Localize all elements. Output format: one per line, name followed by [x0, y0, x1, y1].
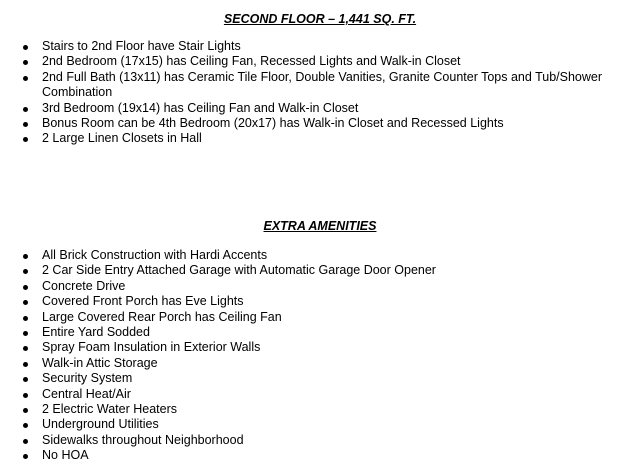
list-item — [0, 310, 622, 325]
bullet-icon — [23, 362, 28, 367]
list-item — [0, 294, 622, 309]
list-item-text: Concrete Drive — [42, 278, 126, 293]
section-heading-extra-amenities: EXTRA AMENITIES — [263, 219, 377, 233]
list-item-text: Walk-in Attic Storage — [42, 355, 158, 370]
list-item — [0, 101, 622, 116]
list-item — [0, 417, 622, 432]
list-item — [0, 248, 622, 263]
list-item-text: Stairs to 2nd Floor have Stair Lights — [42, 39, 241, 53]
list-item — [0, 116, 622, 131]
list-item — [0, 340, 622, 355]
list-item — [0, 131, 622, 146]
list-item-text: Spray Foam Insulation in Exterior Walls — [42, 340, 261, 355]
list-item — [0, 263, 622, 278]
list-item — [0, 39, 622, 54]
list-item-text: Bonus Room can be 4th Bedroom (20x17) has Walk-in Closet and Recessed Lights — [42, 116, 504, 131]
bullet-icon — [23, 377, 28, 382]
list-item-text: 2 Large Linen Closets in Hall — [42, 131, 202, 146]
list-item — [0, 279, 622, 294]
list-item-text: Entire Yard Sodded — [42, 325, 150, 340]
list-item-text: Large Covered Rear Porch has Ceiling Fan — [42, 309, 282, 324]
list-item-text: 3rd Bedroom (19x14) has Ceiling Fan and Walk-in Closet — [42, 100, 359, 115]
bullet-icon — [23, 454, 28, 459]
bullet-icon — [23, 408, 28, 413]
list-item-text: 2nd Bedroom (17x15) has Ceiling Fan, Recessed Lights and Walk-in Closet — [42, 54, 461, 69]
list-item — [0, 325, 622, 340]
list-item — [0, 70, 622, 101]
list-item-text: 2 Car Side Entry Attached Garage with Automatic Garage Door Opener — [42, 263, 436, 278]
list-item-text: 2nd Full Bath (13x11) has Ceramic Tile Floor, Double Vanities, Granite Counter Tops and Tub/Shower Combination — [42, 69, 603, 100]
list-item — [0, 448, 622, 463]
list-item-text: Security System — [42, 371, 133, 386]
bullet-icon — [23, 285, 28, 290]
extra-amenities-list — [0, 248, 622, 464]
bullet-icon — [23, 60, 28, 65]
list-item — [0, 54, 622, 69]
list-item-text: No HOA — [42, 448, 89, 463]
bullet-icon — [23, 439, 28, 444]
bullet-icon — [23, 331, 28, 336]
bullet-icon — [23, 346, 28, 351]
bullet-icon — [23, 423, 28, 428]
list-item-text: Central Heat/Air — [42, 386, 131, 401]
list-item-text: Sidewalks throughout Neighborhood — [42, 432, 244, 447]
bullet-icon — [23, 107, 28, 112]
list-item-text: 2 Electric Water Heaters — [42, 402, 177, 417]
bullet-icon — [23, 269, 28, 274]
bullet-icon — [23, 254, 28, 259]
section-heading-second-floor: SECOND FLOOR – 1,441 SQ. FT. — [223, 12, 417, 26]
bullet-icon — [23, 393, 28, 398]
bullet-icon — [23, 45, 28, 50]
bullet-icon — [23, 122, 28, 127]
list-item — [0, 356, 622, 371]
list-item — [0, 402, 622, 417]
list-item-text: Underground Utilities — [42, 417, 159, 432]
list-item — [0, 433, 622, 448]
list-item — [0, 387, 622, 402]
bullet-icon — [23, 137, 28, 142]
bullet-icon — [23, 300, 28, 305]
bullet-icon — [23, 76, 28, 81]
list-item — [0, 371, 622, 386]
second-floor-list — [0, 39, 622, 147]
list-item-text: All Brick Construction with Hardi Accents — [42, 248, 268, 262]
bullet-icon — [23, 316, 28, 321]
list-item-text: Covered Front Porch has Eve Lights — [42, 294, 244, 309]
